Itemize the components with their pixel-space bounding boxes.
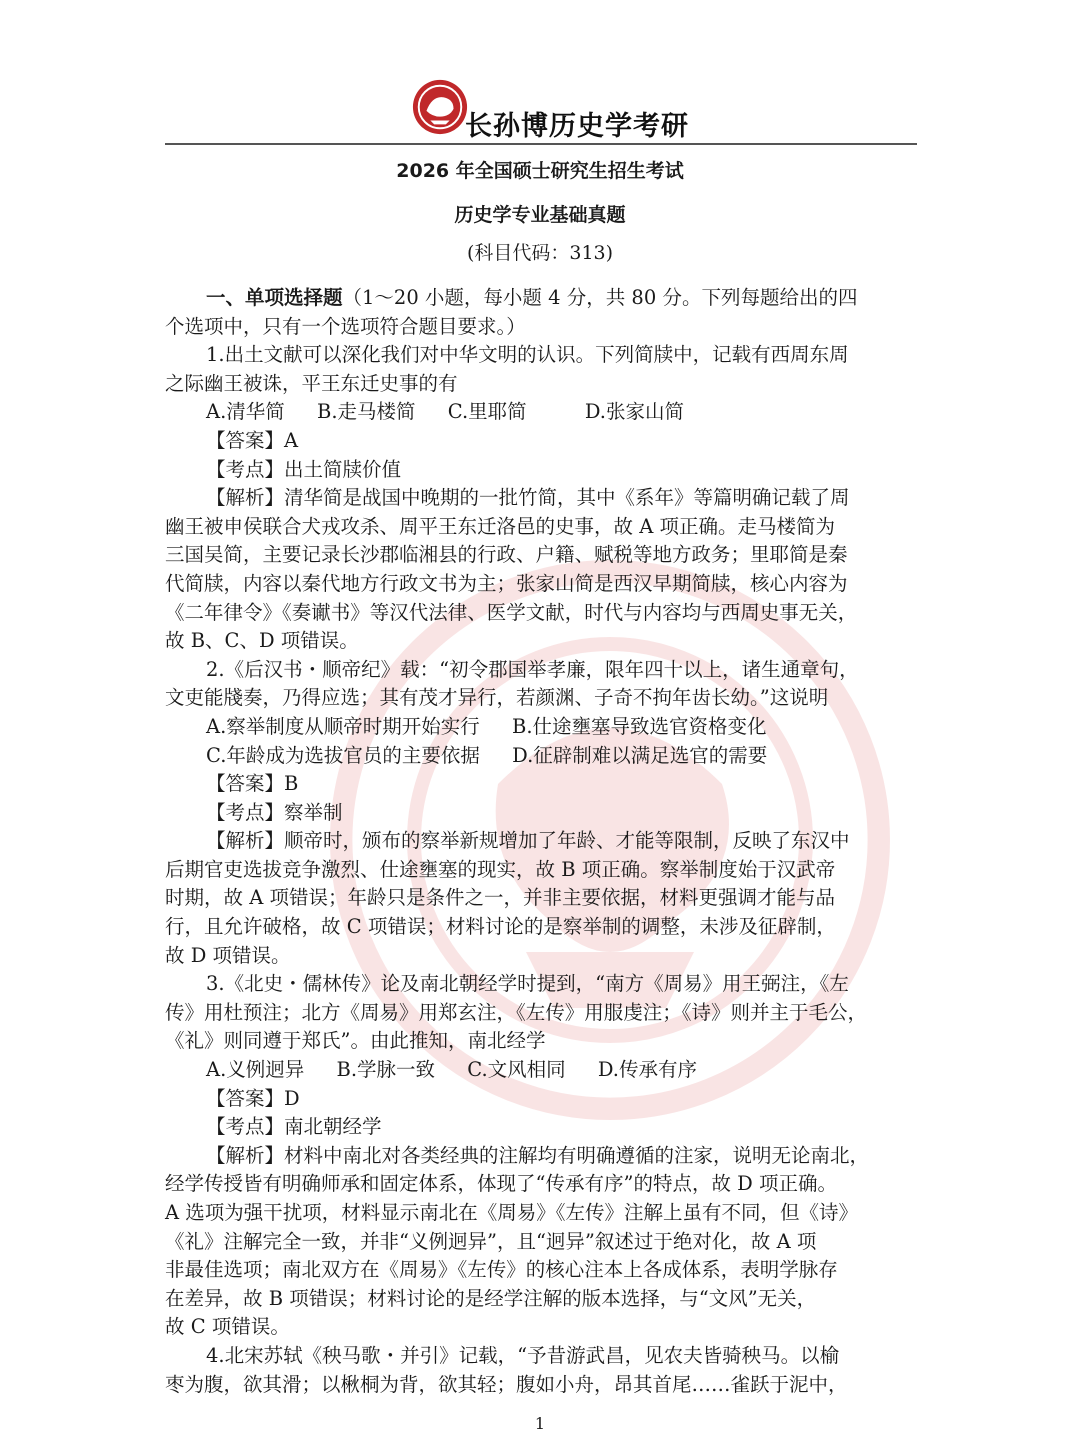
option-b: B.走马楼简 — [316, 400, 416, 424]
document-body — [165, 284, 917, 1399]
exam-point: 【考点】察举制 — [206, 800, 343, 824]
question-stem: 2.《后汉书・顺帝纪》载：“初令郡国举孝廉，限年四十以上，诸生通章句， — [206, 657, 859, 681]
option-c: C.里耶简 — [447, 400, 527, 424]
answer: 【答案】D — [206, 1086, 300, 1110]
analysis-line: 代简牍，内容以秦代地方行政文书为主；张家山简是西汉早期简牍，核心内容为 — [165, 571, 848, 595]
section-heading-line — [165, 284, 917, 313]
option-a: A.清华简 — [206, 400, 285, 424]
analysis-line: 在差异，故 B 项错误；材料讨论的是经学注解的版本选择，与“文风”无关， — [165, 1286, 817, 1310]
option-a: A.义例迥异 — [206, 1058, 305, 1082]
question-stem: 《礼》则同遵于郑氏”。由此推知，南北经学 — [165, 1029, 546, 1053]
option-d: D.征辟制难以满足选官的需要 — [512, 743, 768, 767]
exam-point: 【考点】南北朝经学 — [206, 1115, 382, 1139]
exam-title: 2026 年全国硕士研究生招生考试 — [396, 160, 684, 182]
question-stem: 文吏能牋奏，乃得应选；其有茂才异行，若颜渊、子奇不拘年齿长幼。”这说明 — [165, 686, 829, 710]
analysis-line: 《礼》注解完全一致，并非“义例迥异”，且“迥异”叙述过于绝对化，故 A 项 — [165, 1229, 817, 1253]
analysis-line: 非最佳选项；南北双方在《周易》《左传》的核心注本上各成体系，表明学脉存 — [165, 1258, 838, 1282]
question-stem: 4.北宋苏轼《秧马歌・并引》记载，“予昔游武昌，见农夫皆骑秧马。以榆 — [206, 1343, 840, 1367]
section-instruction: （1～20 小题，每小题 4 分，共 80 分。下列每题给出的四 — [342, 286, 858, 309]
analysis-line: 《二年律令》《奏谳书》等汉代法律、医学文献，时代与内容均与西周史事无关， — [165, 600, 858, 624]
analysis-line: 后期官吏选拔竞争激烈、仕途壅塞的现实，故 B 项正确。察举制度始于汉武帝 — [165, 857, 836, 881]
brand-name: 长孙博历史学考研 — [465, 111, 689, 142]
section-instruction-cont: 个选项中，只有一个选项符合题目要求。） — [165, 314, 526, 338]
analysis-line: 幽王被申侯联合犬戎攻杀、周平王东迁洛邑的史事，故 A 项正确。走马楼简为 — [165, 514, 835, 538]
analysis-line: 【解析】顺帝时，颁布的察举新规增加了年龄、才能等限制，反映了东汉中 — [206, 829, 850, 853]
analysis-line: 故 B、C、D 项错误。 — [165, 629, 359, 653]
question-options — [165, 742, 917, 771]
exam-point: 【考点】出土简牍价值 — [206, 457, 402, 481]
analysis-line: 时期，故 A 项错误；年龄只是条件之一，并非主要依据，材料更强调才能与品 — [165, 886, 835, 910]
answer: 【答案】B — [206, 772, 299, 796]
analysis-line: 行，且允许破格，故 C 项错误；材料讨论的是察举制的调整，未涉及征辟制， — [165, 915, 836, 939]
analysis-line: 经学传授皆有明确师承和固定体系，体现了“传承有序”的特点，故 D 项正确。 — [165, 1172, 837, 1196]
question-stem: 传》用杜预注；北方《周易》用郑玄注，《左传》用服虔注；《诗》则并主于毛公， — [165, 1000, 868, 1024]
analysis-line: 三国吴简，主要记录长沙郡临湘县的行政、户籍、赋税等地方政务；里耶简是秦 — [165, 543, 848, 567]
option-d: D.传承有序 — [597, 1058, 697, 1082]
question-options — [165, 713, 917, 742]
question-stem: 1.出土文献可以深化我们对中华文明的认识。下列简牍中，记载有西周东周 — [206, 343, 849, 367]
page-number: 1 — [534, 1414, 546, 1433]
question-stem: 枣为腹，欲其滑；以楸桐为背，欲其轻；腹如小舟，昂其首尾……雀跃于泥中， — [165, 1372, 848, 1396]
analysis-line: 【解析】清华简是战国中晚期的一批竹简，其中《系年》等篇明确记载了周 — [206, 486, 850, 510]
question-options — [165, 1056, 917, 1085]
analysis-line: 故 D 项错误。 — [165, 943, 291, 967]
option-c: C.文风相同 — [467, 1058, 566, 1082]
question-stem: 3.《北史・儒林传》论及南北朝经学时提到，“南方《周易》用王弼注，《左 — [206, 972, 849, 996]
option-b: B.仕途壅塞导致选官资格变化 — [511, 714, 767, 738]
answer: 【答案】A — [206, 428, 299, 452]
option-b: B.学脉一致 — [336, 1058, 436, 1082]
option-d: D.张家山简 — [584, 400, 684, 424]
subject-code: (科目代码：313) — [466, 242, 614, 264]
analysis-line: 【解析】材料中南北对各类经典的注解均有明确遵循的注家，说明无论南北， — [206, 1143, 870, 1167]
question-stem: 之际幽王被诛，平王东迁史事的有 — [165, 371, 458, 395]
section-heading: 一、单项选择题 — [206, 286, 343, 309]
page-header — [165, 78, 917, 144]
option-c: C.年龄成为选拔官员的主要依据 — [206, 743, 480, 767]
header-divider — [165, 143, 917, 145]
analysis-line: A 选项为强干扰项，材料显示南北在《周易》《左传》注解上虽有不同，但《诗》 — [165, 1201, 859, 1224]
question-options — [165, 398, 917, 427]
brand-logo-icon — [411, 78, 469, 136]
exam-subtitle: 历史学专业基础真题 — [454, 204, 626, 226]
analysis-line: 故 C 项错误。 — [165, 1315, 290, 1339]
option-a: A.察举制度从顺帝时期开始实行 — [206, 714, 480, 738]
